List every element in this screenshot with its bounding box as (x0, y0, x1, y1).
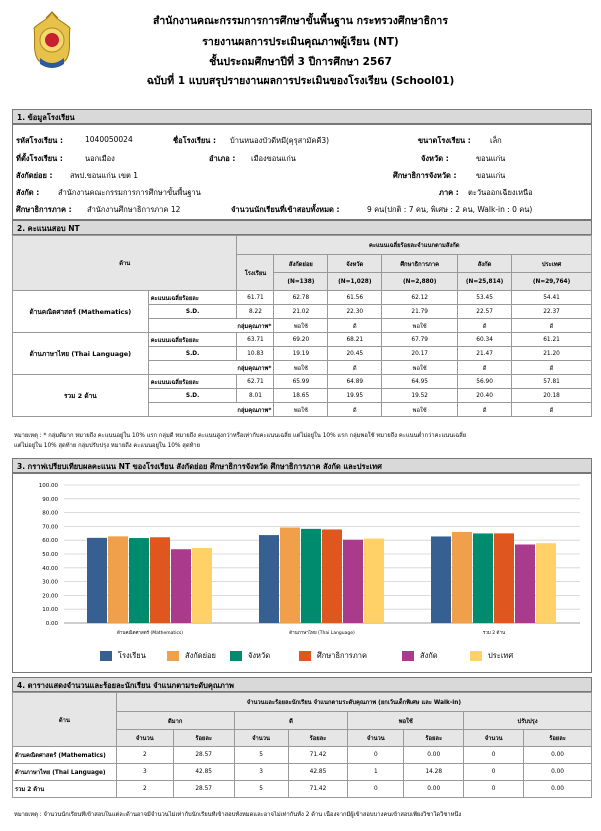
regional-education-label: ศึกษาธิการภาค : (16, 205, 72, 214)
quality-cell: 0.00 (404, 781, 464, 798)
level-header-improve: ปรับปรุง (464, 712, 592, 730)
level-header-excellent: ดีมาก (116, 712, 234, 730)
cell-mean: 62.71 (237, 375, 274, 389)
y-tick-label: 40.00 (42, 565, 58, 572)
cell-mean: 54.41 (512, 291, 592, 305)
cell-quality: พอใช้ (382, 403, 458, 417)
bar (129, 538, 149, 623)
cell-mean: 62.12 (382, 291, 458, 305)
quality-cell: 71.42 (288, 747, 348, 764)
col-header-region: ศึกษาธิการภาค (382, 255, 458, 273)
cell-mean: 61.56 (328, 291, 382, 305)
sub-header-percent: ร้อยละ (173, 730, 234, 747)
cell-quality: ดี (328, 319, 382, 333)
cell-sd: 19.95 (328, 389, 382, 403)
sub-header-count: จำนวน (234, 730, 288, 747)
area-value: สพป.ขอนแก่น เขต 1 (70, 171, 139, 180)
cell-quality: พอใช้ (382, 361, 458, 375)
province-value: ขอนแก่น (476, 154, 506, 163)
quality-cell: 0 (348, 781, 404, 798)
level-header-fair: พอใช้ (348, 712, 464, 730)
col-header-sub-affiliation: สังกัดย่อย (274, 255, 328, 273)
cell-mean: 60.34 (458, 333, 512, 347)
cell-mean: 61.21 (512, 333, 592, 347)
quality-cell: 2 (116, 781, 173, 798)
school-code-label: รหัสโรงเรียน : (16, 136, 63, 145)
cell-sd: 20.18 (512, 389, 592, 403)
cell-sd: 22.37 (512, 305, 592, 319)
quality-group-header: จำนวนและร้อยละนักเรียน จำแนกตามระดับคุณภาพ (ยกเว้นเด็กพิเศษ และ Walk-in) (116, 693, 591, 712)
area-label: สังกัดย่อย : (16, 171, 53, 180)
cell-mean: 61.71 (237, 291, 274, 305)
col-header-school: โรงเรียน (237, 255, 274, 291)
quality-cell: 0 (348, 747, 404, 764)
sub-header-count: จำนวน (464, 730, 524, 747)
legend-swatch (230, 651, 242, 661)
legend-item (299, 650, 367, 662)
bar (343, 540, 363, 623)
section-1-title: 1. ข้อมูลโรงเรียน (12, 109, 592, 124)
y-tick-label: 10.00 (42, 607, 58, 614)
cell-sd: 19.52 (382, 389, 458, 403)
y-tick-label: 20.00 (42, 593, 58, 600)
quality-cell: 2 (116, 747, 173, 764)
cell-sd: 20.17 (382, 347, 458, 361)
school-size-value: เล็ก (490, 136, 502, 145)
bar (87, 538, 107, 623)
cell-quality: ดี (328, 361, 382, 375)
bar (536, 543, 556, 623)
y-tick-label: 80.00 (42, 510, 58, 517)
quality-cell: 0.00 (524, 764, 592, 781)
affiliation-label: สังกัด : (16, 188, 40, 197)
bar (171, 549, 191, 623)
cell-sd: 21.47 (458, 347, 512, 361)
row-subject-thai: ด้านภาษาไทย (Thai Language) (13, 333, 149, 375)
quality-note: หมายเหตุ : จำนวนนักเรียนที่เข้าสอบในแต่ละด้านอาจมีจำนวนไม่เท่ากับนักเรียนที่เข้าสอบทั้งหมดและอาจไม่เท่ากันทั้ง 2 ด้าน เนื่องจากมีผู้เข้าสอบบางคนเข้าสอบเพียงวิชาใดวิชาหนึ่ง (14, 812, 462, 818)
cell-sd: 22.57 (458, 305, 512, 319)
cell-mean: 67.79 (382, 333, 458, 347)
y-tick-label: 50.00 (42, 552, 58, 558)
bar (192, 548, 212, 623)
x-tick-label: ด้านภาษาไทย (Thai Language) (289, 631, 355, 636)
bar (515, 544, 535, 623)
cell-mean: 56.90 (458, 375, 512, 389)
row-subject-total: รวม 2 ด้าน (13, 375, 149, 417)
cell-quality: พอใช้ (274, 319, 328, 333)
cell-sd: 8.01 (237, 389, 274, 403)
cell-quality: ดี (458, 361, 512, 375)
cell-sd: 21.02 (274, 305, 328, 319)
legend-label: ศึกษาธิการภาค (317, 651, 367, 660)
y-tick-label: 0.00 (45, 621, 58, 627)
sub-header-count: จำนวน (348, 730, 404, 747)
bar (301, 529, 321, 623)
school-info-panel (12, 124, 592, 220)
cell-sd: 19.19 (274, 347, 328, 361)
school-size-label: ขนาดโรงเรียน : (418, 136, 471, 145)
cell-mean: 69.20 (274, 333, 328, 347)
cell-sd: 8.22 (237, 305, 274, 319)
legend-swatch (100, 651, 112, 661)
region-label: ภาค : (439, 188, 459, 197)
score-comparison-chart (12, 473, 592, 643)
bar (494, 533, 514, 623)
cell-sd: 10.83 (237, 347, 274, 361)
x-tick-label: ด้านคณิตศาสตร์ (Mathematics) (116, 631, 184, 636)
legend-item (402, 650, 438, 662)
quality-cell: 0 (464, 781, 524, 798)
district-value: เมืองขอนแก่น (251, 154, 296, 163)
quality-cell: 0.00 (404, 747, 464, 764)
chart-legend (12, 643, 592, 671)
col-header-province: จังหวัด (328, 255, 382, 273)
cell-quality: ดี (458, 403, 512, 417)
row-label-mean: คะแนนเฉลี่ยร้อยละ (148, 333, 237, 347)
cell-mean: 62.78 (274, 291, 328, 305)
row-subject-math: ด้านคณิตศาสตร์ (Mathematics) (13, 291, 149, 333)
cell-mean: 63.71 (237, 333, 274, 347)
sub-header-percent: ร้อยละ (288, 730, 348, 747)
legend-swatch (470, 651, 482, 661)
col-header-country: ประเทศ (512, 255, 592, 273)
legend-label: โรงเรียน (118, 651, 146, 660)
school-name-value: บ้านหนองบัวดีหมี(ฺคุรุสามัคคี3) (230, 136, 330, 145)
legend-item (230, 650, 270, 662)
bar (280, 528, 300, 623)
quality-cell: 0 (464, 747, 524, 764)
section-3-title: 3. กราฟเปรียบเทียบผลคะแนน NT ของโรงเรียน สังกัดย่อย ศึกษาธิการจังหวัด ศึกษาธิการภาค สังกัด และประเทศ (12, 458, 592, 473)
quality-cell: 1 (348, 764, 404, 781)
row-label-sd: S.D. (148, 389, 237, 403)
legend-label: สังกัด (420, 651, 438, 660)
cell-quality: ดี (512, 361, 592, 375)
sub-header-percent: ร้อยละ (404, 730, 464, 747)
scores-group-header: คะแนนเฉลี่ยร้อยละจำแนกตามสังกัด (237, 236, 592, 255)
bar (259, 535, 279, 623)
bar (431, 536, 451, 623)
bar (364, 539, 384, 623)
cell-quality: พอใช้ (382, 319, 458, 333)
row-label-quality: กลุ่มคุณภาพ* (148, 403, 274, 417)
y-tick-label: 30.00 (42, 579, 58, 586)
col-header-affiliation: สังกัด (458, 255, 512, 273)
legend-label: สังกัดย่อย (185, 651, 216, 660)
row-label-mean: คะแนนเฉลี่ยร้อยละ (148, 291, 237, 305)
total-students-label: จำนวนนักเรียนที่เข้าสอบทั้งหมด : (231, 205, 340, 214)
report-header-line-1: สำนักงานคณะกรรมการการศึกษาขั้นพื้นฐาน กระทรวงศึกษาธิการ (153, 15, 448, 27)
cell-sd: 21.20 (512, 347, 592, 361)
sub-header-percent: ร้อยละ (524, 730, 592, 747)
legend-item (470, 650, 513, 662)
bar (452, 532, 472, 623)
bar (322, 529, 342, 623)
scores-table (12, 235, 592, 417)
quality-cell: 3 (116, 764, 173, 781)
quality-cell: 28.57 (173, 781, 234, 798)
row-label-sd: S.D. (148, 305, 237, 319)
count-province: (N=1,028) (328, 273, 382, 291)
section-4-title: 4. ตารางแสดงจำนวนและร้อยละนักเรียน จำแนกตามระดับคุณภาพ (12, 677, 592, 692)
quality-cell: 14.28 (404, 764, 464, 781)
cell-quality: พอใช้ (274, 361, 328, 375)
total-students-value: 9 คน(ปกติ : 7 คน, พิเศษ : 2 คน, Walk-in : 0 คน) (367, 205, 533, 214)
row-label-mean: คะแนนเฉลี่ยร้อยละ (148, 375, 237, 389)
school-location-label: ที่ตั้งโรงเรียน : (16, 154, 63, 163)
quality-cell: 3 (234, 764, 288, 781)
scores-note-line-2: แต่ไม่อยู่ใน 10% สุดท้าย กลุ่มปรับปรุง หมายถึง คะแนนอยู่ใน 10% สุดท้าย (14, 443, 201, 449)
report-header-line-3: ชั้นประถมศึกษาปีที่ 3 ปีการศึกษา 2567 (209, 56, 392, 68)
cell-sd: 22.30 (328, 305, 382, 319)
y-tick-label: 70.00 (42, 524, 58, 531)
bar (473, 533, 493, 623)
quality-cell: 5 (234, 747, 288, 764)
provincial-education-label: ศึกษาธิการจังหวัด : (393, 171, 457, 180)
row-label-quality: กลุ่มคุณภาพ* (148, 319, 274, 333)
count-region: (N=2,880) (382, 273, 458, 291)
cell-quality: ดี (458, 319, 512, 333)
quality-cell: 28.57 (173, 747, 234, 764)
cell-mean: 53.45 (458, 291, 512, 305)
quality-cell: 42.85 (173, 764, 234, 781)
cell-mean: 68.21 (328, 333, 382, 347)
school-location-value: นอกเมือง (85, 154, 115, 163)
legend-label: จังหวัด (248, 651, 271, 660)
quality-cell: 42.85 (288, 764, 348, 781)
quality-row-thai: ด้านภาษาไทย (Thai Language) (13, 764, 117, 781)
report-header-line-2: รายงานผลการประเมินคุณภาพผู้เรียน (NT) (202, 36, 399, 48)
level-header-good: ดี (234, 712, 348, 730)
cell-quality: ดี (328, 403, 382, 417)
legend-label: ประเทศ (488, 651, 514, 660)
row-label-sd: S.D. (148, 347, 237, 361)
quality-cell: 0.00 (524, 747, 592, 764)
count-sub-affiliation: (N=138) (274, 273, 328, 291)
provincial-education-value: ขอนแก่น (476, 171, 506, 180)
legend-swatch (299, 651, 311, 661)
affiliation-value: สำนักงานคณะกรรมการการศึกษาขั้นพื้นฐาน (58, 188, 201, 197)
legend-item (167, 650, 216, 662)
cell-sd: 21.79 (382, 305, 458, 319)
cell-sd: 20.40 (458, 389, 512, 403)
count-affiliation: (N=25,814) (458, 273, 512, 291)
quality-cell: 5 (234, 781, 288, 798)
cell-mean: 57.81 (512, 375, 592, 389)
cell-quality: ดี (512, 403, 592, 417)
y-tick-label: 100.00 (38, 483, 58, 489)
legend-swatch (167, 651, 179, 661)
region-value: ตะวันออกเฉียงเหนือ (468, 188, 533, 197)
report-header-line-4: ฉบับที่ 1 แบบสรุปรายงานผลการประเมินของโรงเรียน (School01) (146, 75, 455, 87)
quality-cell: 0.00 (524, 781, 592, 798)
cell-mean: 65.99 (274, 375, 328, 389)
scores-subject-header: ด้าน (13, 236, 237, 291)
quality-row-math: ด้านคณิตศาสตร์ (Mathematics) (13, 747, 117, 764)
school-name-label: ชื่อโรงเรียน : (173, 136, 217, 145)
cell-mean: 64.89 (328, 375, 382, 389)
scores-note-line-1: หมายเหตุ : * กลุ่มดีมาก หมายถึง คะแนนอยู่ใน 10% แรก กลุ่มดี หมายถึง คะแนนสูงกว่าหรือเท่ากับคะแนนเฉลี่ย แต่ไม่อยู่ใน 10% แรก กลุ่มพอใช้ หมายถึง คะแนนต่ำกว่าคะแนนเฉลี่ย (14, 433, 467, 439)
legend-item (100, 650, 146, 662)
quality-subject-header: ด้าน (13, 693, 117, 747)
quality-row-total: รวม 2 ด้าน (13, 781, 117, 798)
cell-quality: พอใช้ (274, 403, 328, 417)
row-label-quality: กลุ่มคุณภาพ* (148, 361, 274, 375)
district-label: อำเภอ : (209, 154, 236, 163)
quality-table (12, 692, 592, 798)
sub-header-count: จำนวน (116, 730, 173, 747)
bar (150, 537, 170, 623)
x-tick-label: รวม 2 ด้าน (482, 631, 506, 636)
quality-cell: 0 (464, 764, 524, 781)
province-label: จังหวัด : (421, 154, 449, 163)
count-country: (N=29,764) (512, 273, 592, 291)
section-2-title: 2. คะแนนสอบ NT (12, 220, 592, 235)
cell-sd: 20.45 (328, 347, 382, 361)
cell-sd: 18.65 (274, 389, 328, 403)
y-tick-label: 60.00 (42, 538, 58, 545)
cell-quality: ดี (512, 319, 592, 333)
legend-swatch (402, 651, 414, 661)
y-tick-label: 90.00 (42, 496, 58, 503)
school-code-value: 1040050024 (85, 135, 133, 144)
quality-cell: 71.42 (288, 781, 348, 798)
regional-education-value: สำนักงานศึกษาธิการภาค 12 (87, 205, 181, 214)
bar (108, 536, 128, 623)
cell-mean: 64.95 (382, 375, 458, 389)
